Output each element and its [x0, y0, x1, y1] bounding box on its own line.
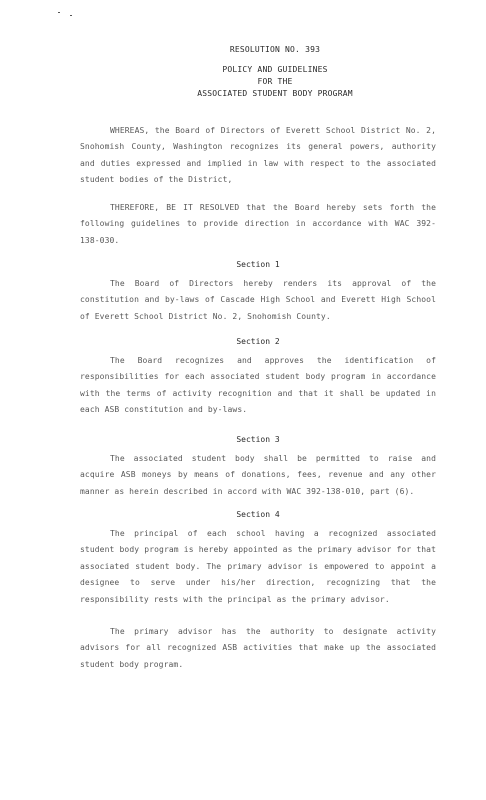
section-3-heading: Section 3	[236, 435, 280, 444]
section-3-paragraph: The associated student body shall be permitted to raise and acquire ASB moneys by means of donations, fees, revenue and any other manner as herein described in accord with WAC 392-138-010, part (6).	[80, 454, 436, 496]
title-line-2: FOR THE	[257, 77, 293, 86]
section-2-heading: Section 2	[236, 337, 280, 346]
section-4-paragraph-2: The primary advisor has the authority to designate activity advisors for all recognized ASB activities that make up the associated student body program.	[80, 627, 436, 669]
section-1-paragraph: The Board of Directors hereby renders its approval of the constitution and by-laws of Cascade High School and Everett High School of Everett School District No. 2, Snohomish County.	[80, 279, 436, 321]
whereas-paragraph: WHEREAS, the Board of Directors of Everett School District No. 2, Snohomish County, Washington recognizes its general powers, authority and duties expressed and implied in law with respect to the associated student bodies of the District,	[80, 126, 436, 185]
title-line-1: POLICY AND GUIDELINES	[222, 65, 328, 74]
title-line-3: ASSOCIATED STUDENT BODY PROGRAM	[197, 89, 353, 98]
section-1-heading: Section 1	[236, 260, 280, 269]
scan-speck	[70, 15, 72, 16]
section-4-heading: Section 4	[236, 510, 280, 519]
scan-speck	[58, 12, 60, 13]
section-2-paragraph: The Board recognizes and approves the identification of responsibilities for each associated student body program in accordance with the terms of activity recognition and that it shall be updated in each ASB constitution and by-laws.	[80, 356, 436, 415]
resolved-paragraph: THEREFORE, BE IT RESOLVED that the Board hereby sets forth the following guidelines to provide direction in accordance with WAC 392-138-030.	[80, 203, 436, 245]
section-4-paragraph-1: The principal of each school having a recognized associated student body program is hereby appointed as the primary advisor for that associated student body. The primary advisor is empowered to appoint a designee to serve under his/her direction, recognizing that the responsibility rests with the principal as the primary advisor.	[80, 529, 436, 604]
resolution-number: RESOLUTION NO. 393	[229, 45, 321, 54]
